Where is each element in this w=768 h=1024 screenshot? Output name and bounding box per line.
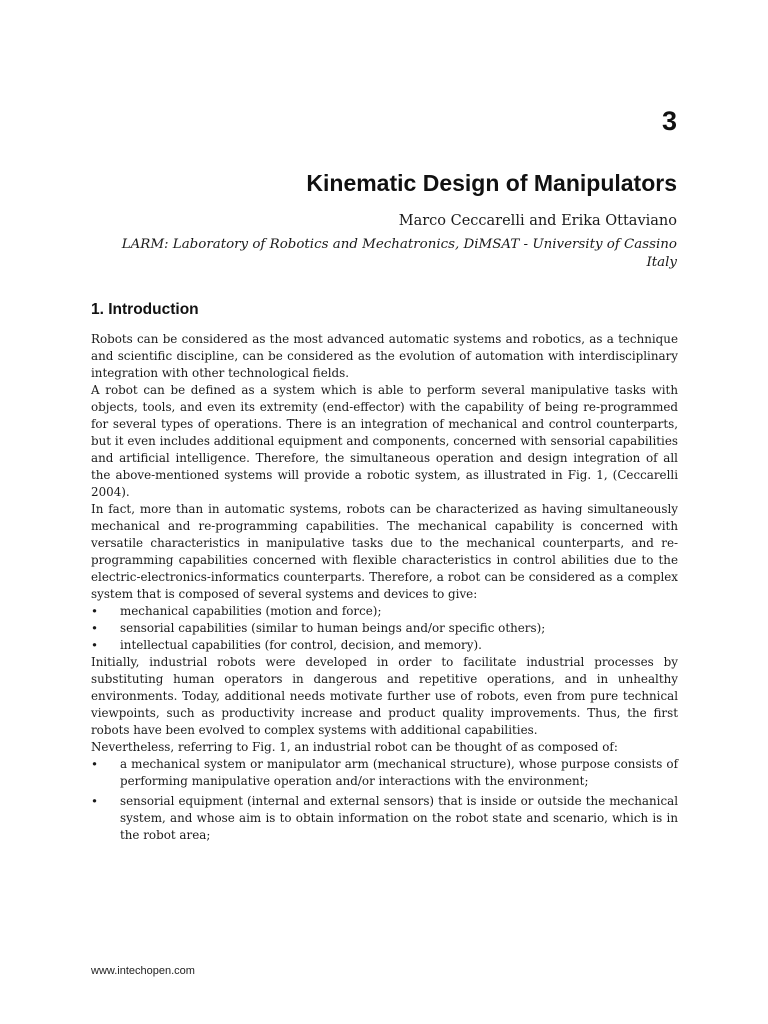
list-item-text: sensorial capabilities (similar to human beings and/or specific others);	[120, 621, 546, 635]
list-item	[91, 756, 678, 790]
paragraph: A robot can be defined as a system which is able to perform several manipulative tasks with objects, tools, and even its extremity (end-effector) with the capability of being re-programmed for several types of operations. There is an integration of mechanical and control counterparts, but it even includes additional equipment and components, concerned with sensorial capabilities and artificial intelligence. Therefore, the simultaneous operation and design integration of all the above-mentioned systems will provide a robotic system, as illustrated in Fig. 1, (Ceccarelli 2004).	[91, 383, 678, 499]
chapter-authors: Marco Ceccarelli and Erika Ottaviano	[398, 213, 677, 229]
bullet-icon: •	[91, 621, 99, 635]
section-body	[91, 331, 678, 847]
list-item-text: sensorial equipment (internal and external sensors) that is inside or outside the mechanical system, and whose aim is to obtain information on the robot state and scenario, which is in the robot area;	[120, 794, 678, 842]
list-item	[91, 637, 678, 654]
paragraph: Nevertheless, referring to Fig. 1, an industrial robot can be thought of as composed of:	[91, 740, 618, 754]
capabilities-list	[91, 603, 678, 654]
section-heading: 1. Introduction	[91, 301, 199, 318]
robot-components-list	[91, 756, 678, 844]
bullet-icon: •	[91, 638, 99, 652]
list-item	[91, 620, 678, 637]
list-item	[91, 603, 678, 620]
list-item	[91, 793, 678, 844]
list-item-text: mechanical capabilities (motion and force);	[120, 604, 382, 618]
chapter-number: 3	[661, 106, 677, 136]
paragraph: Initially, industrial robots were developed in order to facilitate industrial processes by substituting human operators in dangerous and repetitive operations, and in unhealthy environments. Today, additional needs motivate further use of robots, even from pure technical viewpoints, such as productivity increase and product quality improvements. Thus, the first robots have been evolved to complex systems with additional capabilities.	[91, 655, 678, 737]
chapter-title: Kinematic Design of Manipulators	[306, 170, 677, 196]
bullet-icon: •	[91, 757, 99, 771]
chapter-affiliation: LARM: Laboratory of Robotics and Mechatronics, DiMSAT - University of Cassino Italy	[121, 237, 677, 270]
paragraph: Robots can be considered as the most advanced automatic systems and robotics, as a technique and scientific discipline, can be considered as the evolution of automation with interdisciplinary integration with other technological fields.	[91, 332, 678, 380]
list-item-text: intellectual capabilities (for control, decision, and memory).	[120, 638, 482, 652]
list-item-text: a mechanical system or manipulator arm (mechanical structure), whose purpose consists of performing manipulative operation and/or interactions with the environment;	[120, 757, 678, 788]
bullet-icon: •	[91, 794, 99, 808]
footer-url: www.intechopen.com	[91, 965, 195, 977]
bullet-icon: •	[91, 604, 99, 618]
paragraph: In fact, more than in automatic systems, robots can be characterized as having simultaneously mechanical and re-programming capabilities. The mechanical capability is concerned with versatile characteristics in manipulative tasks due to the mechanical counterparts, and re-programming capabilities concerned with flexible characteristics in control abilities due to the electric-electronics-informatics counterparts. Therefore, a robot can be considered as a complex system that is composed of several systems and devices to give:	[91, 502, 678, 601]
